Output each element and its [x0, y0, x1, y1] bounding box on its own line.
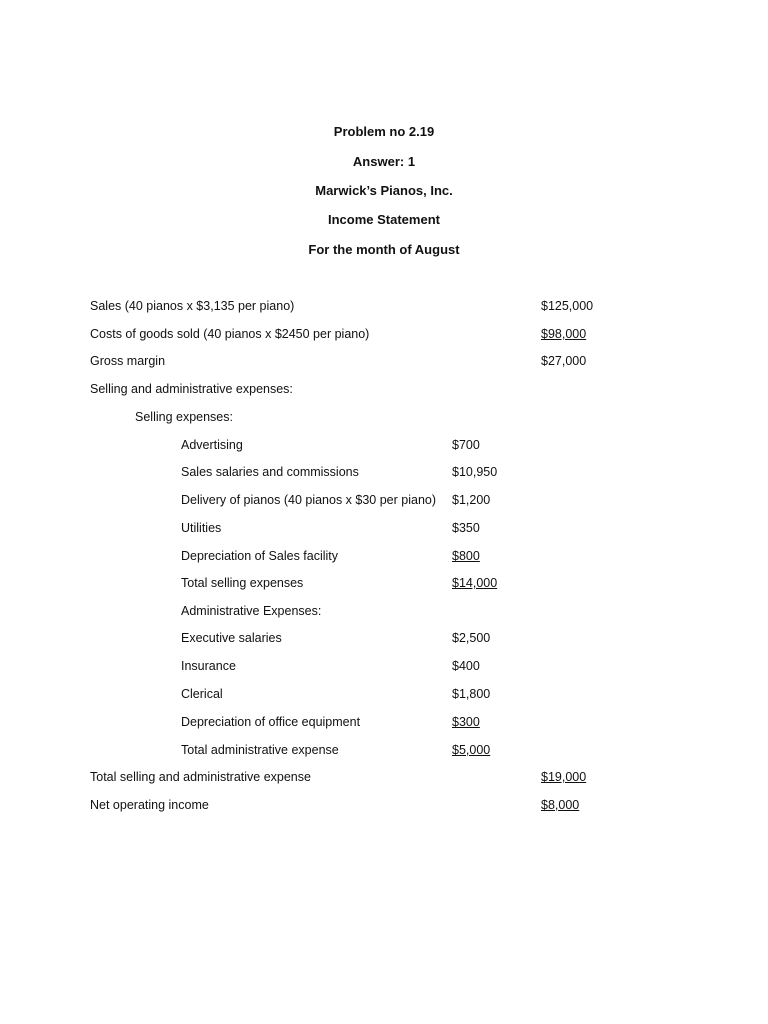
line-amount-detail: $10,950	[452, 465, 498, 479]
line-label: Costs of goods sold (40 pianos x $2450 per piano)	[90, 327, 370, 341]
line-amount-detail: $1,800	[452, 687, 491, 701]
line-amount-total: $98,000	[541, 327, 587, 341]
statement-row-total-selling-expenses	[0, 575, 768, 593]
statement-row-net-operating-income	[0, 797, 768, 815]
statement-row-insurance	[0, 658, 768, 676]
statement-row-advertising	[0, 437, 768, 455]
line-amount-detail: $350	[452, 521, 480, 535]
statement-row-total-selling-and-administrative-expense	[0, 769, 768, 787]
line-label: Selling and administrative expenses:	[90, 382, 293, 396]
line-amount-detail: $400	[452, 659, 480, 673]
line-label: Administrative Expenses:	[181, 604, 322, 618]
answer-label: Answer: 1	[352, 154, 416, 169]
statement-row-depreciation-of-office-equipment	[0, 714, 768, 732]
statement-title: Income Statement	[328, 212, 440, 227]
statement-row-delivery-of-pianos-40-pianos-x-30-per-piano	[0, 492, 768, 510]
line-amount-detail: $2,500	[452, 631, 491, 645]
line-label: Sales (40 pianos x $3,135 per piano)	[90, 299, 295, 313]
line-amount-detail: $5,000	[452, 743, 491, 757]
statement-row-utilities	[0, 520, 768, 538]
statement-row-administrative-expenses	[0, 603, 768, 621]
statement-row-total-administrative-expense	[0, 742, 768, 760]
line-amount-total: $8,000	[541, 798, 580, 812]
line-label: Total administrative expense	[181, 743, 339, 757]
line-label: Utilities	[181, 521, 222, 535]
statement-row-sales-40-pianos-x-3-135-per-piano	[0, 298, 768, 316]
line-label: Selling expenses:	[135, 410, 233, 424]
statement-row-selling-and-administrative-expenses	[0, 381, 768, 399]
line-amount-detail: $800	[452, 549, 480, 563]
line-label: Net operating income	[90, 798, 209, 812]
line-label: Total selling expenses	[181, 576, 304, 590]
statement-row-selling-expenses	[0, 409, 768, 427]
line-label: Depreciation of office equipment	[181, 715, 361, 729]
statement-row-gross-margin	[0, 353, 768, 371]
line-amount-detail: $300	[452, 715, 480, 729]
line-label: Advertising	[181, 438, 243, 452]
line-label: Gross margin	[90, 354, 166, 368]
line-label: Delivery of pianos (40 pianos x $30 per piano)	[181, 493, 437, 507]
line-label: Insurance	[181, 659, 236, 673]
statement-row-executive-salaries	[0, 630, 768, 648]
line-amount-detail: $700	[452, 438, 480, 452]
line-amount-total: $19,000	[541, 770, 587, 784]
line-amount-total: $27,000	[541, 354, 587, 368]
line-label: Total selling and administrative expense	[90, 770, 311, 784]
statement-period: For the month of August	[308, 242, 460, 257]
company-name: Marwick’s Pianos, Inc.	[315, 183, 453, 198]
line-amount-total: $125,000	[541, 299, 594, 313]
line-label: Depreciation of Sales facility	[181, 549, 339, 563]
line-label: Sales salaries and commissions	[181, 465, 359, 479]
statement-row-sales-salaries-and-commissions	[0, 464, 768, 482]
line-amount-detail: $1,200	[452, 493, 491, 507]
problem-title: Problem no 2.19	[333, 124, 435, 139]
line-label: Clerical	[181, 687, 223, 701]
statement-row-costs-of-goods-sold-40-pianos-x-2450-per-piano	[0, 326, 768, 344]
statement-row-clerical	[0, 686, 768, 704]
line-label: Executive salaries	[181, 631, 282, 645]
statement-row-depreciation-of-sales-facility	[0, 548, 768, 566]
line-amount-detail: $14,000	[452, 576, 498, 590]
